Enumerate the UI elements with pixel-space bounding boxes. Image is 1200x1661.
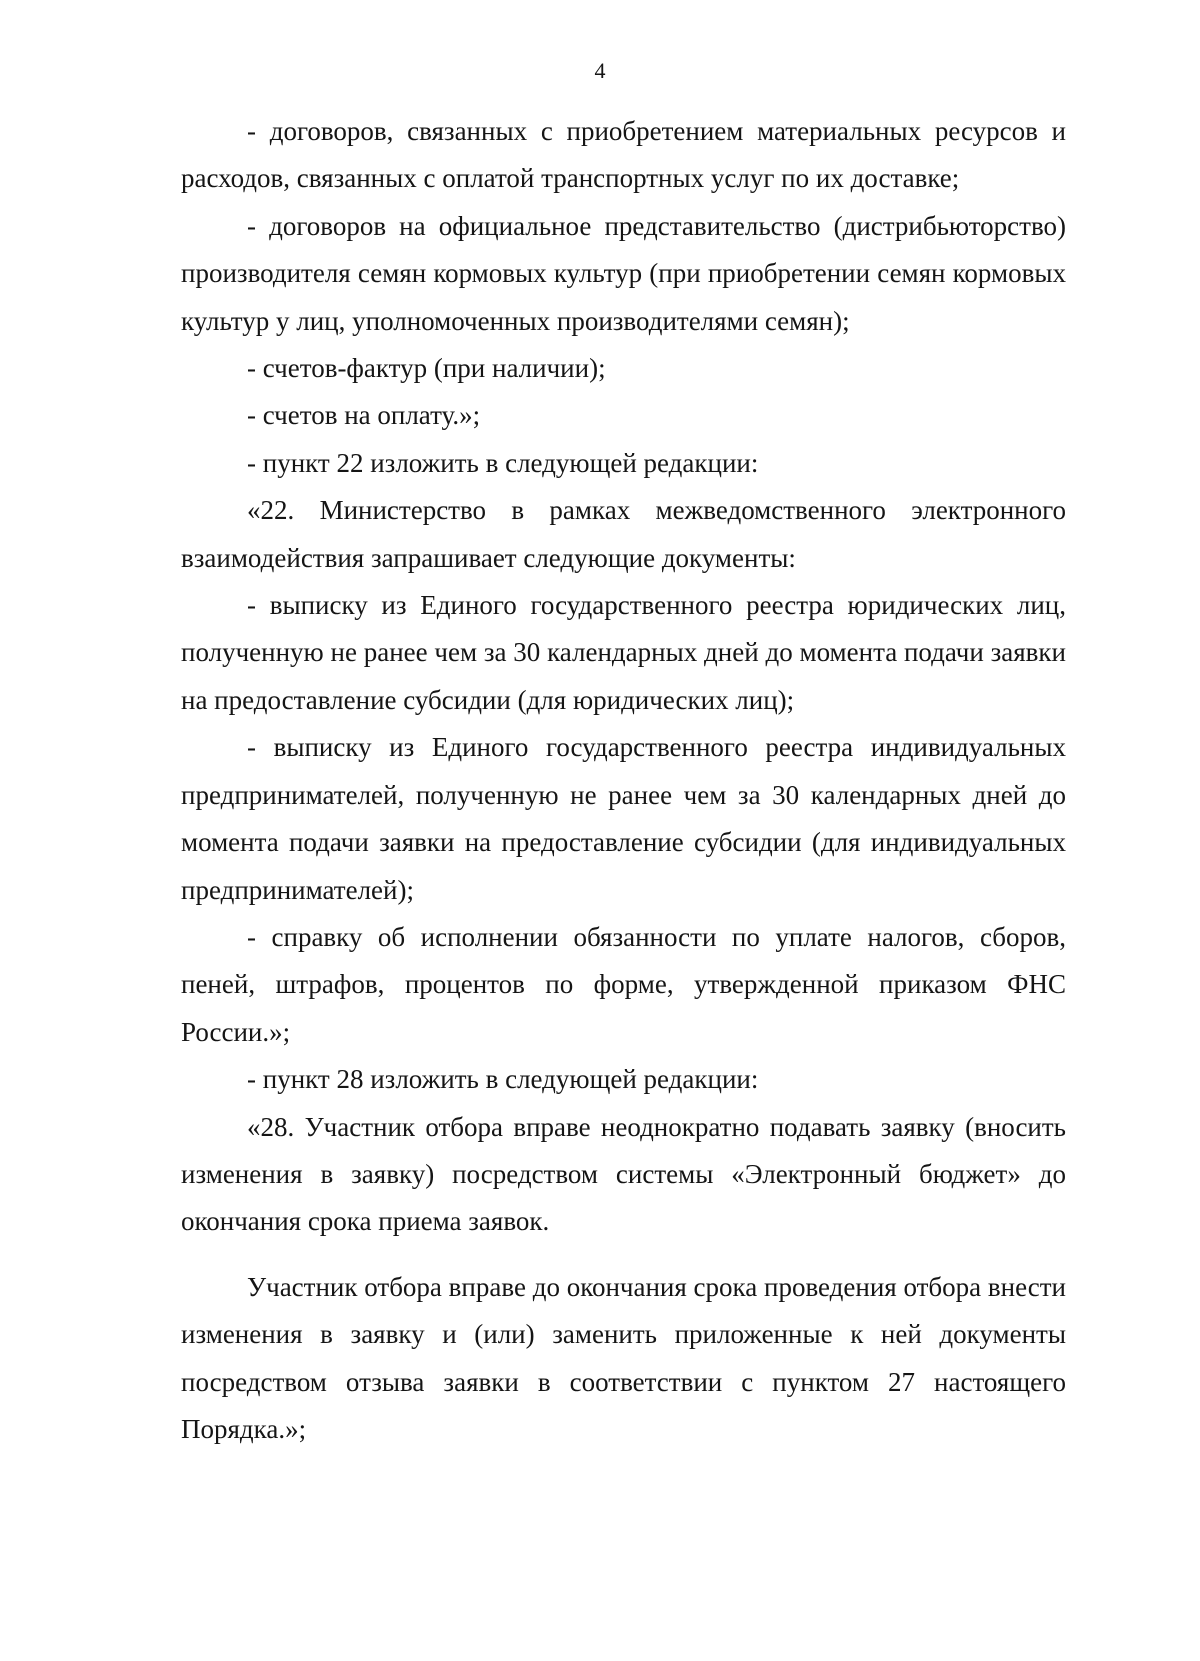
paragraph-payment-bills: - счетов на оплату.»; [247,400,481,431]
paragraph-item-28-changes: Участник отбора вправе до окончания срока проведения отбора внести изменения в заявку и (или) заменить приложенные к ней документы посредством отзыва заявки в соответствии с пунктом 27 настоящего Порядка.»; [181,1271,1066,1444]
paragraph-item-28-intro: - пункт 28 изложить в следующей редакции: [247,1064,759,1095]
paragraph-egrip-extract: - выписку из Единого государственного реестра индивидуальных предпринимателей, полученную не ранее чем за 30 календарных дней до момента подачи заявки на предоставление субсидии (для индивидуальных предпринимателей); [181,732,1066,905]
paragraph-item-22-text: «22. Министерство в рамках межведомственного электронного взаимодействия запрашивает следующие документы: [181,495,1066,573]
paragraph-contracts-materials: - договоров, связанных с приобретением материальных ресурсов и расходов, связанных с оплатой транспортных услуг по их доставке; [181,116,1066,194]
paragraph-invoices: - счетов-фактур (при наличии); [247,353,606,384]
paragraph-contracts-distribution: - договоров на официальное представительство (дистрибьюторство) производителя семян кормовых культур (при приобретении семян кормовых культур у лиц, уполномоченных производителями семян); [181,210,1066,336]
paragraph-egrul-extract: - выписку из Единого государственного реестра юридических лиц, полученную не ранее чем за 30 календарных дней до момента подачи заявки на предоставление субсидии (для юридических лиц); [181,590,1066,715]
paragraph-tax-certificate: - справку об исполнении обязанности по уплате налогов, сборов, пеней, штрафов, процентов по форме, утвержденной приказом ФНС России.»; [181,921,1066,1047]
paragraph-item-22-intro: - пункт 22 изложить в следующей редакции: [247,447,759,478]
document-body [181,108,1066,1453]
page-number: 4 [594,58,606,83]
paragraph-item-28-text: «28. Участник отбора вправе неоднократно подавать заявку (вносить изменения в заявку) посредством системы «Электронный бюджет» до окончания срока приема заявок. [181,1111,1066,1237]
